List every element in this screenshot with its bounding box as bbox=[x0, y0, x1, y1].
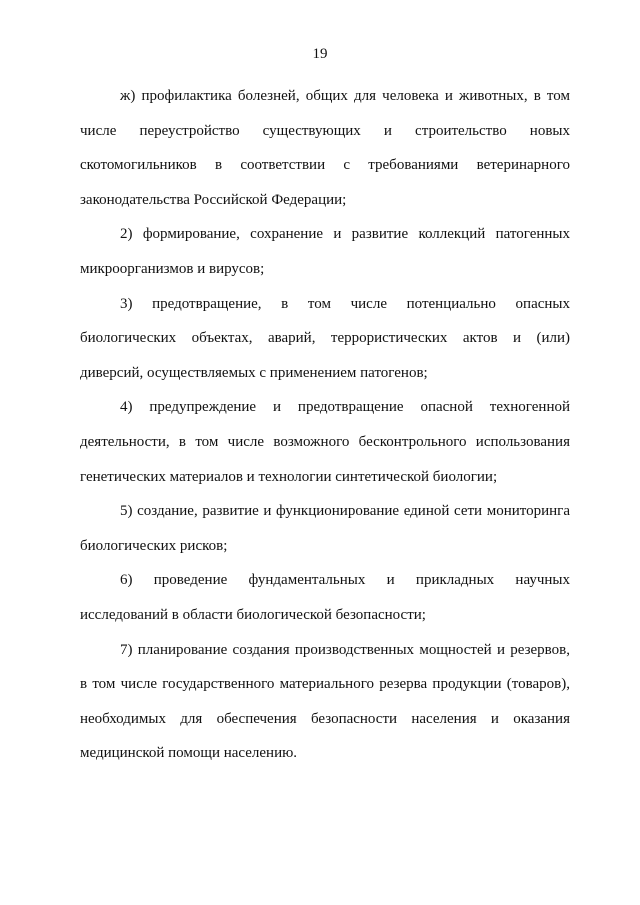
text-line: исследований в области биологической безопасности; bbox=[80, 606, 426, 623]
text-line: необходимых для обеспечения безопасности населения и оказания bbox=[80, 710, 570, 727]
text-line: числе переустройство существующих и строительство новых bbox=[80, 122, 570, 139]
text-line: биологических рисков; bbox=[80, 537, 228, 554]
text-line: 6) проведение фундаментальных и прикладных научных bbox=[120, 572, 570, 589]
text-line: 5) создание, развитие и функционирование единой сети мониторинга bbox=[120, 503, 570, 520]
text-line: генетических материалов и технологии синтетической биологии; bbox=[80, 468, 498, 485]
text-line: медицинской помощи населению. bbox=[80, 745, 298, 762]
text-line: в том числе государственного материального резерва продукции (товаров), bbox=[80, 676, 570, 693]
paragraph-item-3 bbox=[80, 287, 570, 391]
paragraph-item-zh bbox=[80, 79, 570, 217]
text-line: законодательства Российской Федерации; bbox=[80, 191, 347, 208]
document-body bbox=[80, 79, 570, 771]
paragraph-item-2 bbox=[80, 217, 570, 286]
text-line: диверсий, осуществляемых с применением патогенов; bbox=[80, 364, 428, 381]
text-line: 2) формирование, сохранение и развитие коллекций патогенных bbox=[120, 226, 570, 243]
text-line: микроорганизмов и вирусов; bbox=[80, 260, 265, 277]
text-line: биологических объектах, аварий, террористических актов и (или) bbox=[80, 330, 570, 347]
text-line: 4) предупреждение и предотвращение опасной техногенной bbox=[120, 399, 570, 416]
paragraph-item-6 bbox=[80, 563, 570, 632]
paragraph-item-7 bbox=[80, 633, 570, 771]
text-line: 3) предотвращение, в том числе потенциально опасных bbox=[120, 295, 570, 312]
text-line: 7) планирование создания производственных мощностей и резервов, bbox=[120, 641, 570, 658]
page-number: 19 bbox=[312, 46, 328, 62]
text-line: скотомогильников в соответствии с требованиями ветеринарного bbox=[80, 157, 570, 174]
paragraph-item-4 bbox=[80, 390, 570, 494]
paragraph-item-5 bbox=[80, 494, 570, 563]
text-line: деятельности, в том числе возможного бесконтрольного использования bbox=[80, 433, 570, 450]
text-line: ж) профилактика болезней, общих для человека и животных, в том bbox=[120, 88, 570, 104]
